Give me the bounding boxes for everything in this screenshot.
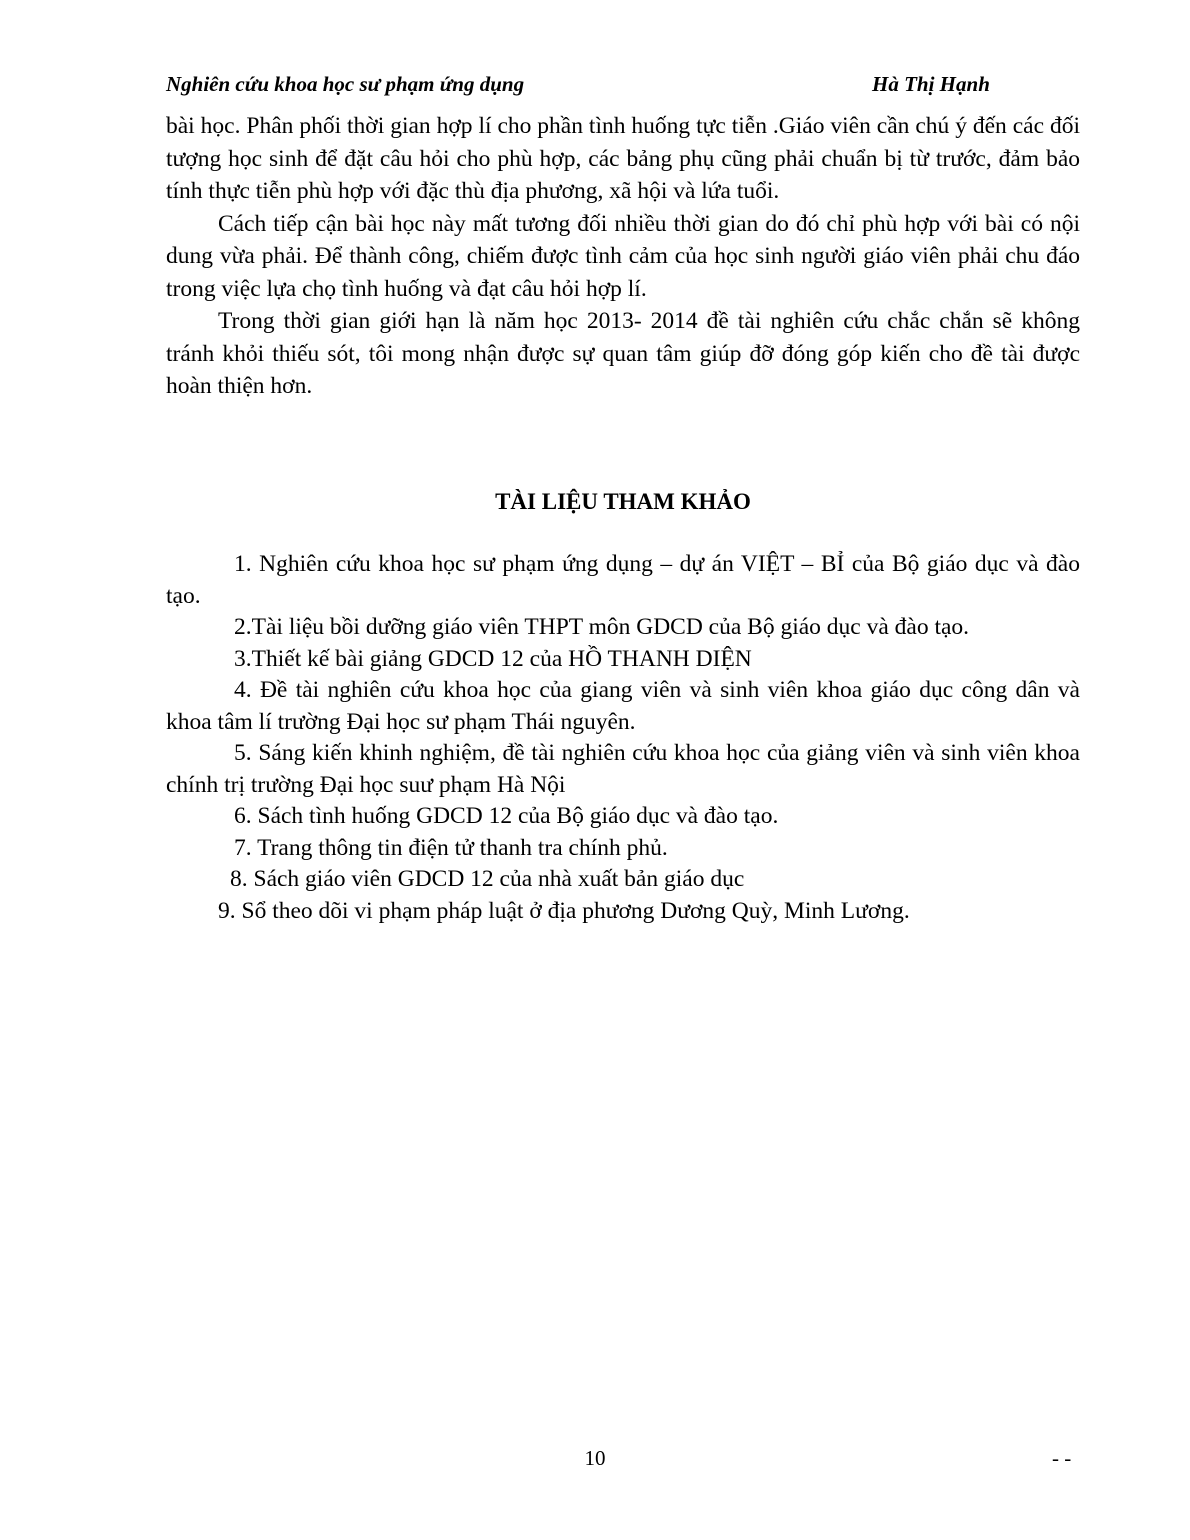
page-number: 10 [584, 1446, 606, 1470]
page-header [166, 72, 1006, 100]
reference-item: 7. Trang thông tin điện tử thanh tra chính phủ. [234, 834, 668, 861]
reference-item: 8. Sách giáo viên GDCD 12 của nhà xuất bản giáo dục [230, 866, 745, 892]
header-author: Hà Thị Hạnh [872, 72, 990, 96]
reference-item: 5. Sáng kiến khinh nghiệm, đề tài nghiên cứu khoa học của giảng viên và sinh viên khoa chính trị trường Đại học suư phạm Hà Nội [166, 740, 1080, 798]
references-title: TÀI LIỆU THAM KHẢO [495, 489, 751, 514]
paragraph: Cách tiếp cận bài học này mất tương đối nhiều thời gian do đó chỉ phù hợp với bài có nội dung vừa phải. Để thành công, chiếm được tình cảm của học sinh người giáo viên phải chu đáo trong việc lựa chọ tình huống và đạt câu hỏi hợp lí. [166, 210, 1080, 302]
reference-item: 9. Sổ theo dõi vi phạm pháp luật ở địa phương Dương Quỳ, Minh Lương. [218, 897, 910, 924]
references-list [166, 549, 1080, 927]
reference-item: 1. Nghiên cứu khoa học sư phạm ứng dụng – dự án VIỆT – BỈ của Bộ giáo dục và đào tạo. [166, 551, 1080, 609]
paragraph: bài học. Phân phối thời gian hợp lí cho phần tình huống tực tiễn .Giáo viên cần chú ý đến các đối tượng học sinh để đặt câu hỏi cho phù hợp, các bảng phụ cũng phải chuẩn bị từ trước, đảm bảo tính thực tiễn phù hợp với đặc thù địa phương, xã hội và lứa tuổi. [166, 113, 1080, 204]
header-title: Nghiên cứu khoa học sư phạm ứng dụng [166, 72, 525, 96]
reference-item: 2.Tài liệu bồi dưỡng giáo viên THPT môn GDCD của Bộ giáo dục và đào tạo. [234, 614, 970, 640]
footer-dashes: - - [1052, 1446, 1072, 1470]
body-text [166, 110, 1080, 403]
reference-item: 4. Đề tài nghiên cứu khoa học của giang viên và sinh viên khoa giáo dục công dân và khoa tâm lí trường Đại học sư phạm Thái nguyên. [166, 677, 1080, 735]
reference-item: 3.Thiết kế bài giảng GDCD 12 của HỒ THANH DIỆN [234, 645, 752, 672]
paragraph: Trong thời gian giới hạn là năm học 2013- 2014 đề tài nghiên cứu chắc chắn sẽ không tránh khỏi thiếu sót, tôi mong nhận được sự quan tâm giúp đỡ đóng góp kiến cho đề tài được hoàn thiện hơn. [166, 308, 1080, 399]
reference-item: 6. Sách tình huống GDCD 12 của Bộ giáo dục và đào tạo. [234, 803, 779, 829]
